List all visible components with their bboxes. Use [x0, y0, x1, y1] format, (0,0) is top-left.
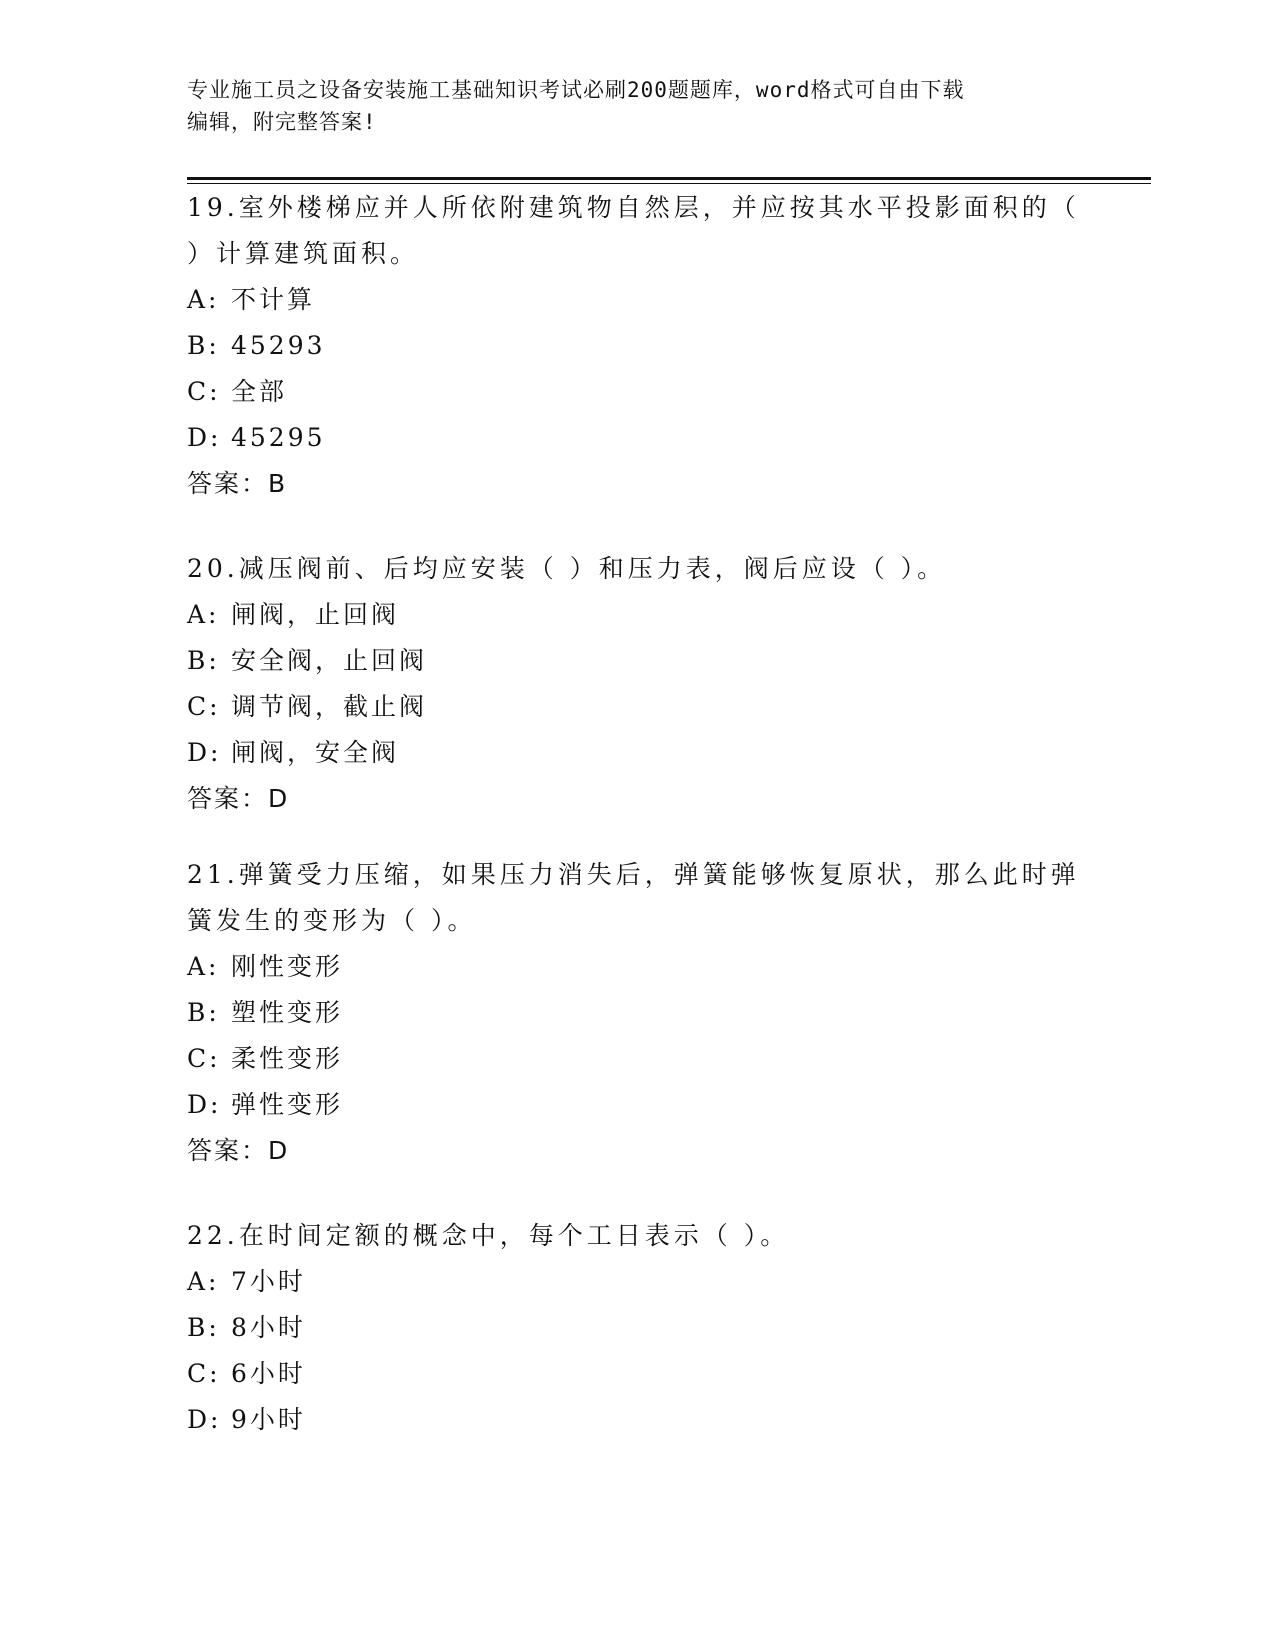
option-letter: C:: [187, 1044, 221, 1073]
question-stem-line-1: 20.减压阀前、后均应安装（ ）和压力表，阀后应设（ ）。: [187, 554, 947, 583]
option-letter: B:: [187, 1313, 220, 1342]
question-19: [187, 185, 1087, 507]
option-letter: C:: [187, 692, 221, 721]
option-text: 45295: [231, 423, 326, 452]
option-text: 全部: [231, 377, 288, 406]
answer-line: 答案：B: [187, 469, 288, 498]
question-stem-line-1: 21.弹簧受力压缩，如果压力消失后，弹簧能够恢复原状，那么此时弹: [187, 860, 1080, 889]
option-text: 弹性变形: [231, 1090, 344, 1119]
answer-line: 答案：D: [187, 1136, 290, 1165]
header-line-2: 编辑，附完整答案!: [187, 110, 377, 134]
option-b: [187, 638, 1087, 684]
option-text: 6小时: [231, 1359, 306, 1388]
option-letter: C:: [187, 377, 221, 406]
question-stem-line-1: 22.在时间定额的概念中，每个工日表示（ ）。: [187, 1221, 790, 1250]
option-text: 8小时: [231, 1313, 306, 1342]
answer-line: 答案：D: [187, 784, 290, 813]
option-text: 安全阀，止回阀: [231, 646, 428, 675]
option-letter: C:: [187, 1359, 221, 1388]
option-b: [187, 323, 1087, 369]
option-text: 柔性变形: [231, 1044, 344, 1073]
option-text: 45293: [231, 331, 326, 360]
header-divider-thin: [187, 183, 1151, 184]
option-c: [187, 369, 1087, 415]
option-d: [187, 1082, 1087, 1128]
option-letter: A:: [187, 600, 220, 629]
option-text: 刚性变形: [231, 952, 344, 981]
option-text: 调节阀，截止阀: [231, 692, 428, 721]
option-b: [187, 1305, 1087, 1351]
option-letter: D:: [187, 1405, 222, 1434]
option-letter: B:: [187, 646, 220, 675]
option-letter: D:: [187, 423, 222, 452]
option-a: [187, 277, 1087, 323]
header-line-1: 专业施工员之设备安装施工基础知识考试必刷200题题库，word格式可自由下载: [187, 78, 965, 102]
option-text: 塑性变形: [231, 998, 344, 1027]
question-stem-line-1: 19.室外楼梯应并人所依附建筑物自然层，并应按其水平投影面积的（: [187, 193, 1080, 222]
document-header: [187, 74, 1087, 138]
option-letter: B:: [187, 998, 220, 1027]
option-d: [187, 1397, 1087, 1443]
option-letter: D:: [187, 738, 222, 767]
option-letter: B:: [187, 331, 220, 360]
question-stem-line-2: 簧发生的变形为（ ）。: [187, 906, 477, 935]
option-text: 不计算: [231, 285, 316, 314]
option-a: [187, 592, 1087, 638]
option-text: 7小时: [231, 1267, 306, 1296]
option-d: [187, 730, 1087, 776]
option-letter: A:: [187, 285, 220, 314]
option-c: [187, 1036, 1087, 1082]
option-text: 闸阀，止回阀: [231, 600, 400, 629]
option-c: [187, 684, 1087, 730]
option-text: 9小时: [231, 1405, 306, 1434]
option-letter: D:: [187, 1090, 222, 1119]
question-22: [187, 1213, 1087, 1443]
option-a: [187, 944, 1087, 990]
question-21: [187, 852, 1087, 1174]
option-letter: A:: [187, 1267, 220, 1296]
option-text: 闸阀，安全阀: [231, 738, 400, 767]
header-divider-thick: [187, 177, 1151, 180]
question-20: [187, 546, 1087, 822]
option-c: [187, 1351, 1087, 1397]
option-d: [187, 415, 1087, 461]
option-letter: A:: [187, 952, 220, 981]
question-stem-line-2: ）计算建筑面积。: [187, 239, 420, 268]
option-a: [187, 1259, 1087, 1305]
option-b: [187, 990, 1087, 1036]
